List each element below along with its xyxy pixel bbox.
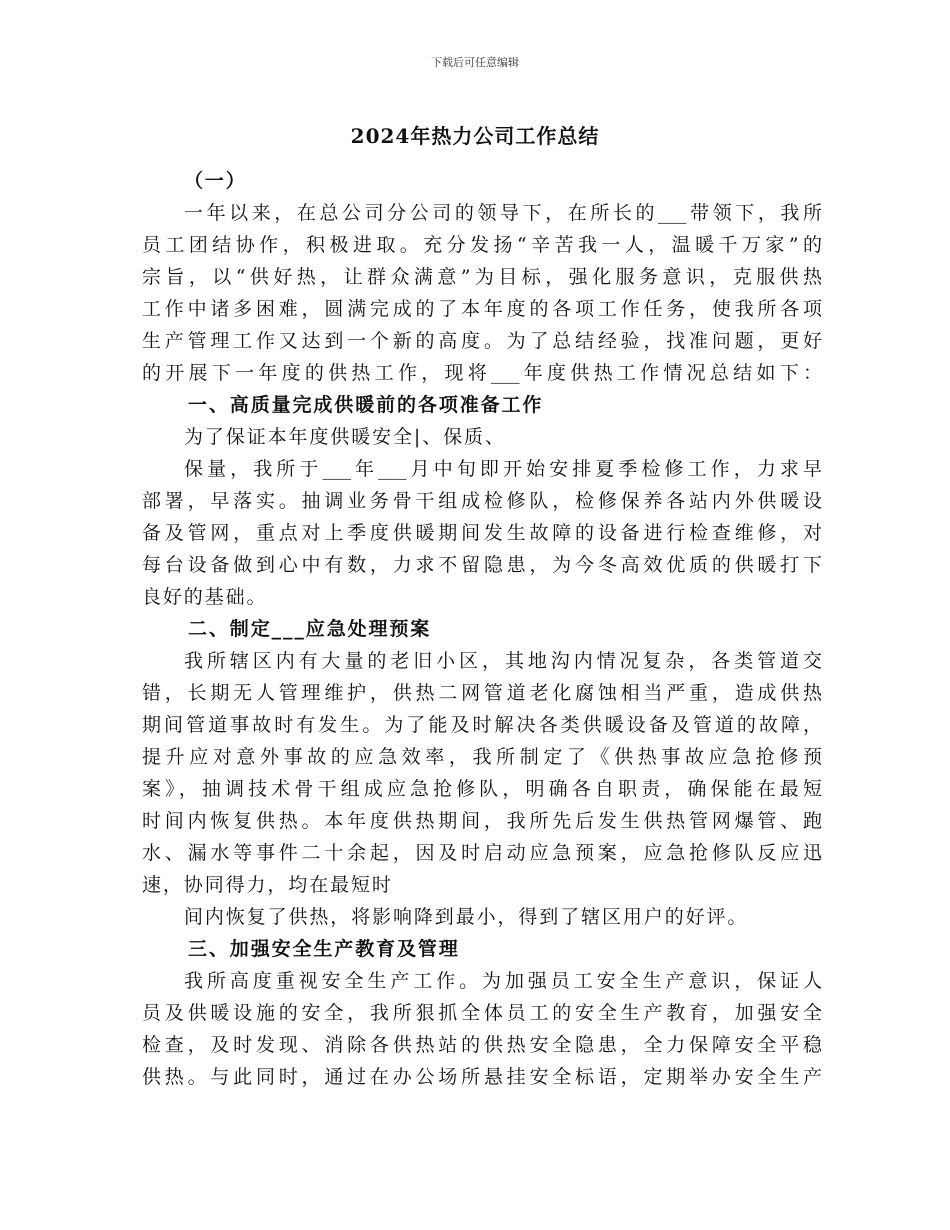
paragraph-line: 备及管网，重点对上季度供暖期间发生故障的设备进行检查维修，对	[142, 522, 822, 544]
paragraph-line: 为了保证本年度供暖安全|、保质、	[184, 426, 506, 448]
paragraph-line: 员工团结协作，积极进取。充分发扬“辛苦我一人，温暖千万家”的	[142, 234, 822, 256]
paragraph-line: 员及供暖设施的安全，我所狠抓全体员工的安全生产教育，加强安全	[142, 1002, 822, 1024]
paragraph-line: 案》，抽调技术骨干组成应急抢修队，明确各自职责，确保能在最短	[142, 778, 822, 800]
paragraph-line: 提升应对意外事故的应急效率，我所制定了《供热事故应急抢修预	[142, 746, 822, 768]
paragraph-line: 工作中诸多困难，圆满完成的了本年度的各项工作任务，使我所各项	[142, 298, 822, 320]
paragraph-line: 保量，我所于___年___月中旬即开始安排夏季检修工作，力求早	[184, 458, 822, 480]
paragraph-line: 间内恢复了供热，将影响降到最小，得到了辖区用户的好评。	[184, 906, 749, 928]
paragraph-line: 时间内恢复供热。本年度供热期间，我所先后发生供热管网爆管、跑	[142, 810, 822, 832]
section-heading: （一）	[184, 170, 247, 192]
paragraph-line: 检查，及时发现、消除各供热站的供热安全隐患，全力保障安全平稳	[142, 1034, 822, 1056]
paragraph-line: 我所高度重视安全生产工作。为加强员工安全生产意识，保证人	[184, 970, 822, 992]
paragraph-line: 我所辖区内有大量的老旧小区，其地沟内情况复杂，各类管道交	[184, 650, 822, 672]
paragraph-line: 水、漏水等事件二十余起，因及时启动应急预案，应急抢修队反应迅	[142, 842, 822, 864]
section-heading: 二、制定___应急处理预案	[188, 618, 432, 640]
section-heading: 三、加强安全生产教育及管理	[188, 938, 460, 960]
document-title: 2024年热力公司工作总结	[350, 124, 600, 148]
paragraph-line: 供热。与此同时，通过在办公场所悬挂安全标语，定期举办安全生产	[142, 1066, 822, 1088]
paragraph-line: 错，长期无人管理维护，供热二网管道老化腐蚀相当严重，造成供热	[142, 682, 822, 704]
paragraph-line: 速，协同得力，均在最短时	[142, 874, 393, 896]
paragraph-line: 期间管道事故时有发生。为了能及时解决各类供暖设备及管道的故障，	[142, 714, 822, 736]
section-heading: 一、高质量完成供暖前的各项准备工作	[188, 394, 544, 416]
paragraph-line: 生产管理工作又达到一个新的高度。为了总结经验，找准问题，更好	[142, 330, 822, 352]
paragraph-line: 宗旨，以“供好热，让群众满意”为目标，强化服务意识，克服供热	[142, 266, 822, 288]
paragraph-line: 的开展下一年度的供热工作，现将___年度供热工作情况总结如下：	[142, 362, 822, 384]
paragraph-line: 良好的基础。	[142, 586, 268, 608]
paragraph-line: 部署，早落实。抽调业务骨干组成检修队，检修保养各站内外供暖设	[142, 490, 822, 512]
header-note: 下载后可任意编辑	[431, 56, 519, 69]
paragraph-line: 一年以来，在总公司分公司的领导下，在所长的___带领下，我所	[184, 202, 822, 224]
paragraph-line: 每台设备做到心中有数，力求不留隐患，为今冬高效优质的供暖打下	[142, 554, 822, 576]
